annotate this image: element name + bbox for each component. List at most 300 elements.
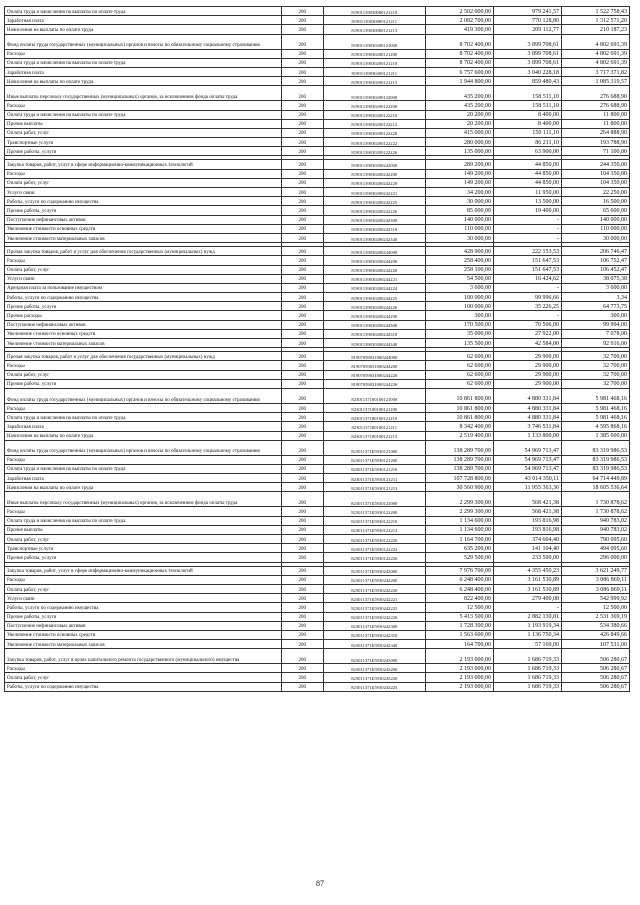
row-executed-amount-cell: 222 153,53 [494, 247, 562, 256]
row-approved-amount-cell: 85 000,00 [426, 206, 494, 215]
row-name-cell: Начисления на выплаты по оплате труда [5, 77, 282, 86]
row-unexecuted-amount-cell: 5 981 468,16 [561, 413, 629, 422]
row-line-code-cell: 200 [281, 640, 323, 649]
row-executed-amount-cell: 568 421,38 [494, 492, 562, 507]
row-name-cell: Заработная плата [5, 16, 282, 25]
row-unexecuted-amount-cell: 1 730 878,62 [561, 507, 629, 516]
row-unexecuted-amount-cell: 210 187,23 [561, 25, 629, 34]
row-line-code-cell: 200 [281, 302, 323, 311]
table-row [5, 492, 630, 507]
table-row [5, 673, 630, 682]
row-line-code-cell: 200 [281, 128, 323, 137]
row-line-code-cell: 200 [281, 535, 323, 544]
row-unexecuted-amount-cell: 140 000,00 [561, 215, 629, 224]
row-approved-amount-cell: 2 502 000,00 [426, 7, 494, 16]
table-row [5, 455, 630, 464]
row-line-code-cell: 200 [281, 492, 323, 507]
table-row [5, 138, 630, 147]
table-row [5, 320, 630, 329]
row-line-code-cell: 200 [281, 464, 323, 473]
row-name-cell: Расходы [5, 403, 282, 412]
row-line-code-cell: 200 [281, 119, 323, 128]
row-approved-amount-cell: 300,00 [426, 311, 494, 320]
row-executed-amount-cell: 279 400,08 [494, 594, 562, 603]
row-unexecuted-amount-cell: 30 000,00 [561, 233, 629, 242]
row-line-code-cell: 200 [281, 233, 323, 242]
table-row [5, 169, 630, 178]
row-line-code-cell: 200 [281, 147, 323, 156]
table-row [5, 575, 630, 584]
row-line-code-cell: 200 [281, 206, 323, 215]
row-budget-code-cell: 82301137180100121211 [323, 422, 425, 431]
row-approved-amount-cell: 8 342 400,00 [426, 422, 494, 431]
row-line-code-cell: 200 [281, 422, 323, 431]
row-executed-amount-cell: 4 880 331,84 [494, 388, 562, 403]
row-unexecuted-amount-cell: 106 752,47 [561, 256, 629, 265]
row-executed-amount-cell: - [494, 224, 562, 233]
row-executed-amount-cell: 233 500,00 [494, 553, 562, 562]
row-name-cell: Расходы [5, 256, 282, 265]
row-name-cell: Оплата работ, услуг [5, 128, 282, 137]
row-executed-amount-cell: 1 686 719,33 [494, 649, 562, 664]
row-approved-amount-cell: 107 728 800,00 [426, 474, 494, 483]
row-name-cell: Расходы [5, 361, 282, 370]
row-budget-code-cell: 81901139030200242225 [323, 197, 425, 206]
row-budget-code-cell: 823011371Б5930122200 [323, 507, 425, 516]
row-budget-code-cell: 81901139030080121211 [323, 16, 425, 25]
row-approved-amount-cell: 62 600,00 [426, 379, 494, 388]
row-name-cell: Фонд оплаты труда государственных (муниципальных) органов и взносы по обязательному социальному страхованию [5, 34, 282, 49]
row-budget-code-cell: 81901139030200242226 [323, 206, 425, 215]
row-executed-amount-cell: 3 161 530,89 [494, 575, 562, 584]
row-executed-amount-cell: - [494, 215, 562, 224]
row-unexecuted-amount-cell: 264 888,90 [561, 128, 629, 137]
row-budget-code-cell: 81901139030200121200 [323, 49, 425, 58]
row-approved-amount-cell: 62 600,00 [426, 370, 494, 379]
table-row [5, 49, 630, 58]
row-line-code-cell: 200 [281, 370, 323, 379]
row-name-cell: Оплата труда и начисления на выплаты по оплате труда [5, 413, 282, 422]
row-name-cell: Начисления на выплаты по оплате труда [5, 431, 282, 440]
row-approved-amount-cell: 428 900,00 [426, 247, 494, 256]
table-row [5, 403, 630, 412]
table-row [5, 247, 630, 256]
row-approved-amount-cell: 1 563 600,00 [426, 630, 494, 639]
row-budget-code-cell: 823011371Б5930122222 [323, 544, 425, 553]
row-executed-amount-cell: 3 899 708,61 [494, 58, 562, 67]
table-row [5, 379, 630, 388]
row-unexecuted-amount-cell: 790 095,60 [561, 535, 629, 544]
row-line-code-cell: 200 [281, 388, 323, 403]
row-executed-amount-cell: 86 211,10 [494, 138, 562, 147]
row-approved-amount-cell: 62 600,00 [426, 352, 494, 361]
row-name-cell: Прочие выплаты [5, 119, 282, 128]
row-budget-code-cell: 823011371Б5930122212 [323, 525, 425, 534]
row-budget-code-cell: 81901139030200244220 [323, 265, 425, 274]
row-line-code-cell: 200 [281, 16, 323, 25]
row-unexecuted-amount-cell: 32 700,00 [561, 361, 629, 370]
row-executed-amount-cell: 44 850,00 [494, 178, 562, 187]
table-row [5, 566, 630, 575]
row-executed-amount-cell: 568 421,38 [494, 507, 562, 516]
row-unexecuted-amount-cell: 1 085 319,57 [561, 77, 629, 86]
row-approved-amount-cell: 20 200,00 [426, 110, 494, 119]
row-executed-amount-cell: 54 969 713,47 [494, 440, 562, 455]
table-row [5, 7, 630, 16]
row-budget-code-cell: 823011371Б5930243200 [323, 664, 425, 673]
row-approved-amount-cell: 1 134 600,00 [426, 516, 494, 525]
row-name-cell: Оплата труда и начисления на выплаты по оплате труда [5, 516, 282, 525]
row-executed-amount-cell: 29 900,00 [494, 370, 562, 379]
row-name-cell: Закупка товаров, работ, услуг в сфере информационно-коммуникационных технологий [5, 160, 282, 169]
row-budget-code-cell: 81901139030200122220 [323, 128, 425, 137]
row-budget-code-cell: 81901139030200121211 [323, 67, 425, 76]
row-line-code-cell: 200 [281, 516, 323, 525]
row-approved-amount-cell: 8 702 400,00 [426, 58, 494, 67]
row-budget-code-cell: 823011371Б5930122210 [323, 516, 425, 525]
row-approved-amount-cell: 2 299 300,00 [426, 507, 494, 516]
row-unexecuted-amount-cell: 32 700,00 [561, 379, 629, 388]
row-unexecuted-amount-cell: 3 600,00 [561, 283, 629, 292]
row-approved-amount-cell: 6 248 400,00 [426, 584, 494, 593]
row-unexecuted-amount-cell: 534 380,66 [561, 621, 629, 630]
table-row [5, 553, 630, 562]
row-budget-code-cell: 823011371Б5930242226 [323, 612, 425, 621]
row-executed-amount-cell: 16 424,62 [494, 274, 562, 283]
row-approved-amount-cell: 2 519 400,00 [426, 431, 494, 440]
row-name-cell: Расходы [5, 169, 282, 178]
row-name-cell: Начисления на выплаты по оплате труда [5, 483, 282, 492]
row-approved-amount-cell: 170 500,00 [426, 320, 494, 329]
row-unexecuted-amount-cell: 300,00 [561, 311, 629, 320]
row-executed-amount-cell: - [494, 603, 562, 612]
row-approved-amount-cell: 10 861 800,00 [426, 388, 494, 403]
row-line-code-cell: 200 [281, 110, 323, 119]
row-approved-amount-cell: 2 193 000,00 [426, 649, 494, 664]
row-name-cell: Работы, услуги по содержанию имущества [5, 603, 282, 612]
table-row [5, 370, 630, 379]
row-name-cell: Прочие выплаты [5, 525, 282, 534]
row-budget-code-cell: 81901139030200244224 [323, 283, 425, 292]
row-line-code-cell: 200 [281, 293, 323, 302]
row-unexecuted-amount-cell: 244 350,00 [561, 160, 629, 169]
row-line-code-cell: 200 [281, 621, 323, 630]
row-executed-amount-cell: 35 226,25 [494, 302, 562, 311]
row-approved-amount-cell: 435 200,00 [426, 101, 494, 110]
row-unexecuted-amount-cell: 3 086 869,11 [561, 584, 629, 593]
row-line-code-cell: 200 [281, 160, 323, 169]
row-executed-amount-cell: 29 900,00 [494, 379, 562, 388]
row-budget-code-cell: 823011371Б5930242310 [323, 630, 425, 639]
row-budget-code-cell: 81901139030200244300 [323, 320, 425, 329]
row-approved-amount-cell: 2 193 000,00 [426, 664, 494, 673]
row-line-code-cell: 200 [281, 544, 323, 553]
row-name-cell: Прочие расходы [5, 311, 282, 320]
row-unexecuted-amount-cell: 64 714 449,89 [561, 474, 629, 483]
row-approved-amount-cell: 34 200,00 [426, 188, 494, 197]
row-approved-amount-cell: 7 976 700,00 [426, 566, 494, 575]
table-row [5, 544, 630, 553]
row-name-cell: Прочие работы, услуги [5, 612, 282, 621]
row-unexecuted-amount-cell: 1 385 600,00 [561, 431, 629, 440]
row-executed-amount-cell: 770 128,80 [494, 16, 562, 25]
row-approved-amount-cell: 138 289 700,00 [426, 440, 494, 455]
row-unexecuted-amount-cell: 107 531,00 [561, 640, 629, 649]
row-unexecuted-amount-cell: 5 981 468,16 [561, 403, 629, 412]
row-executed-amount-cell: 99 996,66 [494, 293, 562, 302]
row-executed-amount-cell: 193 816,98 [494, 516, 562, 525]
table-row [5, 178, 630, 187]
row-unexecuted-amount-cell: 4 595 868,16 [561, 422, 629, 431]
row-unexecuted-amount-cell: 104 350,00 [561, 178, 629, 187]
row-unexecuted-amount-cell: 64 773,75 [561, 302, 629, 311]
table-row [5, 233, 630, 242]
row-unexecuted-amount-cell: 542 999,92 [561, 594, 629, 603]
row-approved-amount-cell: 10 861 800,00 [426, 403, 494, 412]
row-executed-amount-cell: 1 193 919,34 [494, 621, 562, 630]
row-executed-amount-cell: 141 104,40 [494, 544, 562, 553]
row-unexecuted-amount-cell: 71 100,00 [561, 147, 629, 156]
row-approved-amount-cell: 1 134 600,00 [426, 525, 494, 534]
row-executed-amount-cell: 151 647,53 [494, 265, 562, 274]
row-executed-amount-cell: 151 647,53 [494, 256, 562, 265]
row-line-code-cell: 200 [281, 169, 323, 178]
row-name-cell: Увеличение стоимости материальных запасов [5, 339, 282, 348]
row-budget-code-cell: 81901139030200121000 [323, 34, 425, 49]
table-row [5, 119, 630, 128]
row-approved-amount-cell: 415 000,00 [426, 128, 494, 137]
page-number: 87 [316, 879, 324, 888]
row-approved-amount-cell: 138 289 700,00 [426, 464, 494, 473]
row-line-code-cell: 200 [281, 86, 323, 101]
table-row [5, 86, 630, 101]
row-name-cell: Оплата работ, услуг [5, 673, 282, 682]
table-row [5, 352, 630, 361]
table-row [5, 283, 630, 292]
row-approved-amount-cell: 149 200,00 [426, 169, 494, 178]
row-unexecuted-amount-cell: 426 849,66 [561, 630, 629, 639]
row-unexecuted-amount-cell: 38 075,38 [561, 274, 629, 283]
row-name-cell: Иные выплаты персоналу государственных (муниципальных) органов, за исключением фонда оплаты труда [5, 492, 282, 507]
row-approved-amount-cell: 30 000,00 [426, 233, 494, 242]
row-executed-amount-cell: - [494, 283, 562, 292]
row-approved-amount-cell: 62 600,00 [426, 361, 494, 370]
row-approved-amount-cell: 30 000,00 [426, 197, 494, 206]
row-executed-amount-cell: 193 816,98 [494, 525, 562, 534]
row-line-code-cell: 200 [281, 274, 323, 283]
table-row [5, 413, 630, 422]
row-executed-amount-cell: 1 686 719,33 [494, 682, 562, 691]
row-budget-code-cell: 81901139030200244000 [323, 247, 425, 256]
row-approved-amount-cell: 100 000,00 [426, 302, 494, 311]
row-name-cell: Расходы [5, 575, 282, 584]
row-line-code-cell: 200 [281, 77, 323, 86]
table-row [5, 274, 630, 283]
row-executed-amount-cell: 374 604,40 [494, 535, 562, 544]
row-line-code-cell: 200 [281, 594, 323, 603]
row-line-code-cell: 200 [281, 58, 323, 67]
row-unexecuted-amount-cell: 12 500,00 [561, 603, 629, 612]
row-approved-amount-cell: 140 000,00 [426, 215, 494, 224]
row-executed-amount-cell: 54 969 713,47 [494, 455, 562, 464]
row-name-cell: Увеличение стоимости основных средств [5, 224, 282, 233]
row-name-cell: Транспортные услуги [5, 544, 282, 553]
row-name-cell: Работы, услуги по содержанию имущества [5, 197, 282, 206]
row-line-code-cell: 200 [281, 361, 323, 370]
row-executed-amount-cell: 979 241,57 [494, 7, 562, 16]
row-approved-amount-cell: 2 193 000,00 [426, 682, 494, 691]
row-budget-code-cell: 81901139030200121213 [323, 77, 425, 86]
table-row [5, 584, 630, 593]
table-row [5, 525, 630, 534]
row-line-code-cell: 200 [281, 67, 323, 76]
row-line-code-cell: 200 [281, 197, 323, 206]
row-unexecuted-amount-cell: 83 319 986,53 [561, 464, 629, 473]
row-unexecuted-amount-cell: 11 800,00 [561, 110, 629, 119]
row-line-code-cell: 200 [281, 138, 323, 147]
table-row [5, 110, 630, 119]
row-budget-code-cell: 823011371Б5930242200 [323, 575, 425, 584]
row-line-code-cell: 200 [281, 178, 323, 187]
row-unexecuted-amount-cell: 5 981 468,16 [561, 388, 629, 403]
row-name-cell: Оплата работ, услуг [5, 584, 282, 593]
row-approved-amount-cell: 8 702 400,00 [426, 49, 494, 58]
row-executed-amount-cell: 150 111,10 [494, 128, 562, 137]
row-unexecuted-amount-cell: 99 994,00 [561, 320, 629, 329]
row-line-code-cell: 200 [281, 431, 323, 440]
row-approved-amount-cell: 529 500,00 [426, 553, 494, 562]
row-line-code-cell: 200 [281, 474, 323, 483]
row-executed-amount-cell: 3 040 228,18 [494, 67, 562, 76]
row-executed-amount-cell: 158 511,10 [494, 101, 562, 110]
row-line-code-cell: 200 [281, 630, 323, 639]
row-name-cell: Транспортные услуги [5, 138, 282, 147]
table-row [5, 58, 630, 67]
row-name-cell: Заработная плата [5, 67, 282, 76]
table-row [5, 16, 630, 25]
row-unexecuted-amount-cell: 4 802 691,39 [561, 58, 629, 67]
row-line-code-cell: 200 [281, 507, 323, 516]
row-name-cell: Оплата работ, услуг [5, 370, 282, 379]
table-row [5, 188, 630, 197]
row-name-cell: Работы, услуги по содержанию имущества [5, 682, 282, 691]
table-row [5, 329, 630, 338]
row-unexecuted-amount-cell: 1 730 878,62 [561, 492, 629, 507]
row-executed-amount-cell: 1 686 719,33 [494, 664, 562, 673]
row-name-cell: Увеличение стоимости материальных запасов [5, 233, 282, 242]
row-budget-code-cell: 81901139030200121210 [323, 58, 425, 67]
row-executed-amount-cell: 27 922,00 [494, 329, 562, 338]
row-name-cell: Прочие работы, услуги [5, 147, 282, 156]
table-row [5, 77, 630, 86]
row-name-cell: Услуги связи [5, 188, 282, 197]
row-unexecuted-amount-cell: 940 783,02 [561, 525, 629, 534]
row-name-cell: Поступление нефинансовых активов [5, 215, 282, 224]
row-unexecuted-amount-cell: 92 916,00 [561, 339, 629, 348]
row-unexecuted-amount-cell: 506 280,67 [561, 673, 629, 682]
row-executed-amount-cell: 19 400,00 [494, 206, 562, 215]
row-budget-code-cell: 81901139030200122222 [323, 138, 425, 147]
row-unexecuted-amount-cell: 3 086 869,11 [561, 575, 629, 584]
row-approved-amount-cell: 110 000,00 [426, 224, 494, 233]
row-line-code-cell: 200 [281, 403, 323, 412]
row-approved-amount-cell: 10 861 800,00 [426, 413, 494, 422]
row-executed-amount-cell: 8 400,00 [494, 110, 562, 119]
row-name-cell: Прочая закупка товаров, работ и услуг для обеспечения государственных (муниципальных) нужд [5, 247, 282, 256]
row-budget-code-cell: 823011371Б5930243220 [323, 673, 425, 682]
row-unexecuted-amount-cell: 16 500,00 [561, 197, 629, 206]
row-line-code-cell: 200 [281, 256, 323, 265]
row-budget-code-cell: 823011371Б5930122220 [323, 535, 425, 544]
row-executed-amount-cell: 2 882 130,81 [494, 612, 562, 621]
row-approved-amount-cell: 54 500,00 [426, 274, 494, 283]
row-budget-code-cell: 81901139030200122212 [323, 119, 425, 128]
row-executed-amount-cell: 43 014 350,11 [494, 474, 562, 483]
row-approved-amount-cell: 1 164 700,00 [426, 535, 494, 544]
row-name-cell: Расходы [5, 664, 282, 673]
row-budget-code-cell: 81901139030200122200 [323, 101, 425, 110]
row-approved-amount-cell: 822 400,00 [426, 594, 494, 603]
row-approved-amount-cell: 35 000,00 [426, 329, 494, 338]
row-name-cell: Поступление нефинансовых активов [5, 621, 282, 630]
row-executed-amount-cell: 11 950,00 [494, 188, 562, 197]
table-row [5, 516, 630, 525]
row-unexecuted-amount-cell: 276 688,90 [561, 101, 629, 110]
row-line-code-cell: 200 [281, 49, 323, 58]
row-name-cell: Увеличение стоимости основных средств [5, 630, 282, 639]
table-row [5, 147, 630, 156]
row-line-code-cell: 200 [281, 649, 323, 664]
row-unexecuted-amount-cell: 940 783,02 [561, 516, 629, 525]
row-approved-amount-cell: 149 200,00 [426, 178, 494, 187]
row-name-cell: Фонд оплаты труда государственных (муниципальных) органов и взносы по обязательному социальному страхованию [5, 440, 282, 455]
row-line-code-cell: 200 [281, 339, 323, 348]
row-unexecuted-amount-cell: 276 688,90 [561, 86, 629, 101]
row-line-code-cell: 200 [281, 603, 323, 612]
row-budget-code-cell: 81901139030200242300 [323, 215, 425, 224]
row-budget-code-cell: 823011371Б5930121213 [323, 483, 425, 492]
row-budget-code-cell: 81901139030200244200 [323, 256, 425, 265]
row-unexecuted-amount-cell: 193 788,90 [561, 138, 629, 147]
table-row [5, 128, 630, 137]
row-approved-amount-cell: 6 757 600,00 [426, 67, 494, 76]
row-name-cell: Заработная плата [5, 474, 282, 483]
row-executed-amount-cell: 4 880 331,84 [494, 403, 562, 412]
row-approved-amount-cell: 1 728 300,00 [426, 621, 494, 630]
row-executed-amount-cell: 859 480,43 [494, 77, 562, 86]
row-unexecuted-amount-cell: 32 700,00 [561, 352, 629, 361]
row-name-cell: Расходы [5, 49, 282, 58]
row-name-cell: Закупка товаров, работ, услуг в сфере информационно-коммуникационных технологий [5, 566, 282, 575]
row-budget-code-cell: 823011371Б5930122226 [323, 553, 425, 562]
row-executed-amount-cell: 4 880 331,84 [494, 413, 562, 422]
row-budget-code-cell: 82301137180100121000 [323, 388, 425, 403]
row-line-code-cell: 200 [281, 7, 323, 16]
row-line-code-cell: 200 [281, 664, 323, 673]
row-approved-amount-cell: 8 702 400,00 [426, 34, 494, 49]
row-executed-amount-cell: 54 969 713,47 [494, 464, 562, 473]
table-row [5, 649, 630, 664]
row-approved-amount-cell: 20 200,00 [426, 119, 494, 128]
row-executed-amount-cell: 1 686 719,33 [494, 673, 562, 682]
row-approved-amount-cell: 419 300,00 [426, 25, 494, 34]
row-budget-code-cell: 823011371Б5930121210 [323, 464, 425, 473]
row-unexecuted-amount-cell: 32 700,00 [561, 370, 629, 379]
row-name-cell: Оплата работ, услуг [5, 178, 282, 187]
row-name-cell: Увеличение стоимости материальных запасов [5, 640, 282, 649]
row-name-cell: Расходы [5, 507, 282, 516]
row-line-code-cell: 200 [281, 224, 323, 233]
